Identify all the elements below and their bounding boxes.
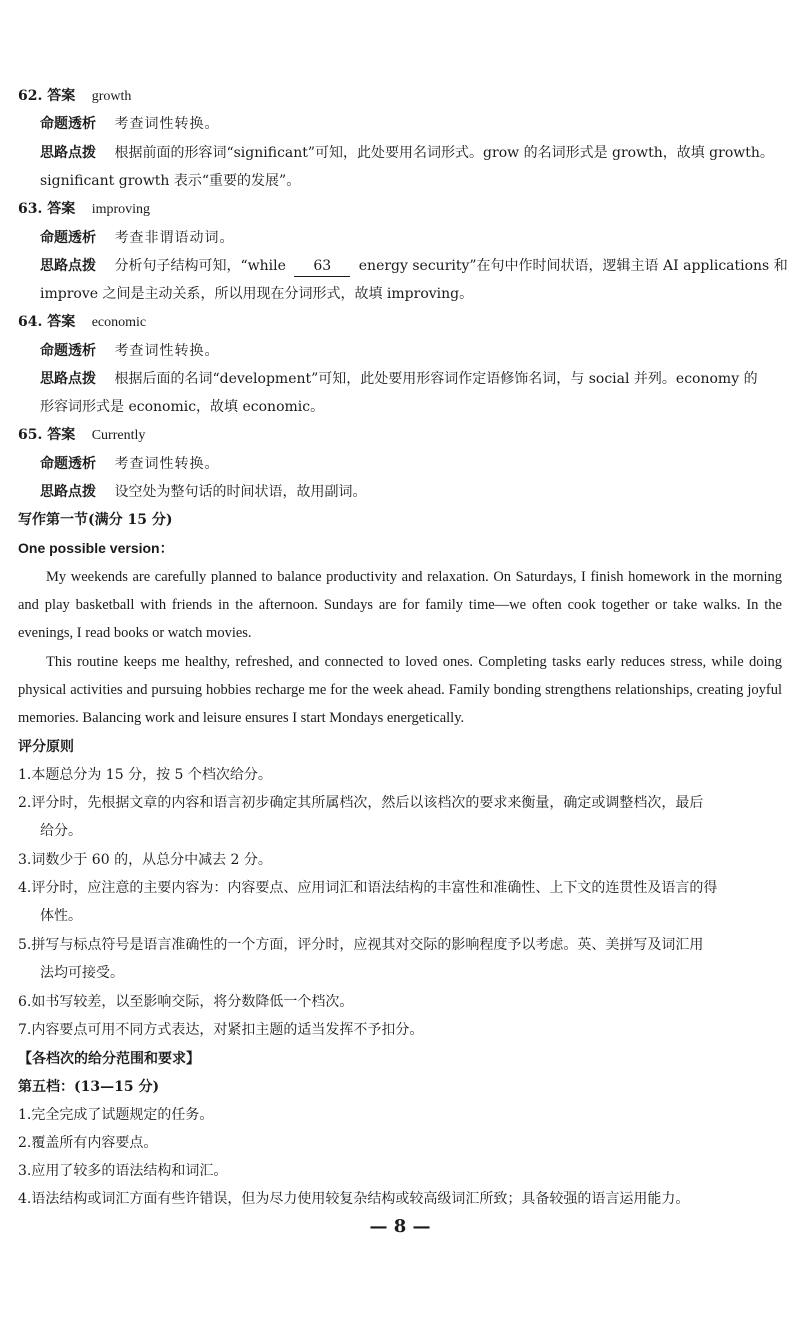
answer-number: 64. 答案	[18, 314, 76, 330]
topic-label: 命题透析	[40, 343, 96, 359]
rule-item	[18, 789, 786, 845]
tier-item-text: 覆盖所有内容要点。	[31, 1135, 158, 1151]
hint-label: 思路点拨	[40, 371, 96, 387]
tier-item-number: 3.	[18, 1163, 32, 1179]
answer-64-header	[18, 312, 146, 333]
scoring-title: 评分原则	[18, 739, 74, 755]
rule-text-continued: 给分。	[40, 823, 82, 839]
rule-item	[18, 846, 786, 874]
topic-label: 命题透析	[40, 456, 96, 472]
rule-number: 4.	[18, 880, 32, 896]
hint-text-continued: improve 之间是主动关系，所以用现在分词形式，故填 improving。	[40, 286, 474, 302]
rule-text-continued: 体性。	[40, 908, 82, 924]
answer-62-header	[18, 86, 131, 107]
hint-text-continued: significant growth 表示“重要的发展”。	[40, 173, 301, 189]
answer-number: 65. 答案	[18, 427, 76, 443]
topic-text: 考查词性转换。	[114, 116, 220, 132]
rule-item	[18, 931, 786, 987]
hint-text-continued: 形容词形式是 economic，故填 economic。	[40, 399, 325, 415]
rule-item	[18, 874, 786, 930]
rule-text: 词数少于 60 的，从总分中减去 2 分。	[31, 852, 272, 868]
tier-item	[18, 1101, 786, 1129]
rule-text: 本题总分为 15 分，按 5 个档次给分。	[31, 767, 272, 783]
version-label: One possible version：	[18, 540, 174, 556]
topic-label: 命题透析	[40, 116, 96, 132]
rule-text-continued: 法均可接受。	[40, 965, 124, 981]
rule-text: 拼写与标点符号是语言准确性的一个方面，评分时，应视其对交际的影响程度予以考虑。英、美拼写及词汇用	[31, 937, 704, 953]
rule-text: 内容要点可用不同方式表达，对紧扣主题的适当发挥不予扣分。	[31, 1022, 424, 1038]
answer-number: 63. 答案	[18, 201, 76, 217]
tier-item	[18, 1185, 786, 1213]
rule-item	[18, 988, 786, 1016]
hint-text: 根据后面的名词“development”可知，此处要用形容词作定语修饰名词，与 social 并列。economy 的	[114, 371, 758, 387]
rule-number: 3.	[18, 852, 32, 868]
topic-text: 考查非谓语动词。	[114, 230, 235, 246]
answer-62-hint	[40, 143, 774, 163]
tier-item-number: 4.	[18, 1191, 32, 1207]
rule-number: 7.	[18, 1022, 32, 1038]
essay-paragraph-2: This routine keeps me healthy, refreshed, and connected to loved ones. Completing tasks early reduces stress, while doing physical activities and pursuing hobbies recharge me for the week ahead. Family bonding strengthens relationships, creating joyful memories. Balancing work and leisure ensures I start Mondays energetically.	[18, 654, 782, 726]
hint-text: 设空处为整句话的时间状语，故用副词。	[114, 484, 367, 500]
tier-item-number: 2.	[18, 1135, 32, 1151]
writing-section-title: 写作第一节(满分 15 分)	[18, 512, 173, 528]
answer-value: growth	[91, 89, 132, 104]
answer-65-topic	[40, 454, 219, 474]
rule-number: 1.	[18, 767, 32, 783]
answer-value: economic	[91, 315, 147, 330]
page-number: — 8 —	[369, 1216, 431, 1237]
answer-63-header	[18, 199, 150, 220]
answer-65-header	[18, 425, 145, 446]
topic-text: 考查词性转换。	[114, 456, 220, 472]
answer-64-hint	[40, 369, 758, 389]
tier-ranges-title: 【各档次的给分范围和要求】	[18, 1051, 200, 1067]
answer-64-topic	[40, 341, 219, 361]
rule-number: 2.	[18, 795, 32, 811]
rule-text: 如书写较差，以至影响交际，将分数降低一个档次。	[31, 994, 354, 1010]
answer-value: improving	[91, 202, 151, 217]
hint-label: 思路点拨	[40, 484, 96, 500]
hint-label: 思路点拨	[40, 258, 96, 274]
hint-text: energy security”在句中作时间状语，逻辑主语 AI applications 和	[358, 258, 788, 274]
rule-number: 6.	[18, 994, 32, 1010]
answer-62-topic	[40, 114, 219, 134]
tier-item-text: 完全完成了试题规定的任务。	[31, 1107, 214, 1123]
hint-label: 思路点拨	[40, 145, 96, 161]
answer-value: Currently	[91, 428, 146, 443]
tier-item-text: 语法结构或词汇方面有些许错误，但为尽力使用较复杂结构或较高级词汇所致；具备较强的语言运用能力。	[31, 1191, 690, 1207]
tier-item	[18, 1129, 786, 1157]
topic-label: 命题透析	[40, 230, 96, 246]
hint-text: 分析句子结构可知，“while	[114, 258, 286, 274]
blank-number: 63	[294, 256, 350, 277]
rule-text: 评分时，先根据文章的内容和语言初步确定其所属档次，然后以该档次的要求来衡量，确定或调整档次，最后	[31, 795, 704, 811]
tier-item-text: 应用了较多的语法结构和词汇。	[31, 1163, 228, 1179]
answer-65-hint	[40, 482, 366, 502]
rule-text: 评分时，应注意的主要内容为：内容要点、应用词汇和语法结构的丰富性和准确性、上下文的连贯性及语言的得	[31, 880, 718, 896]
essay-paragraph-1: My weekends are carefully planned to balance productivity and relaxation. On Saturdays, I finish homework in the morning and play basketball with friends in the afternoon. Sundays are for family time—we often cook together or take walks. In the evenings, I read books or watch movies.	[18, 569, 782, 641]
tier-item	[18, 1157, 786, 1185]
rule-item	[18, 1016, 786, 1044]
rule-number: 5.	[18, 937, 32, 953]
topic-text: 考查词性转换。	[114, 343, 220, 359]
hint-text: 根据前面的形容词“significant”可知，此处要用名词形式。grow 的名词形式是 growth，故填 growth。	[114, 145, 774, 161]
tier-item-number: 1.	[18, 1107, 32, 1123]
answer-63-hint	[40, 256, 788, 277]
answer-63-topic	[40, 228, 234, 248]
tier-five-title: 第五档：(13—15 分)	[18, 1079, 160, 1095]
rule-item	[18, 761, 786, 789]
answer-number: 62. 答案	[18, 88, 76, 104]
